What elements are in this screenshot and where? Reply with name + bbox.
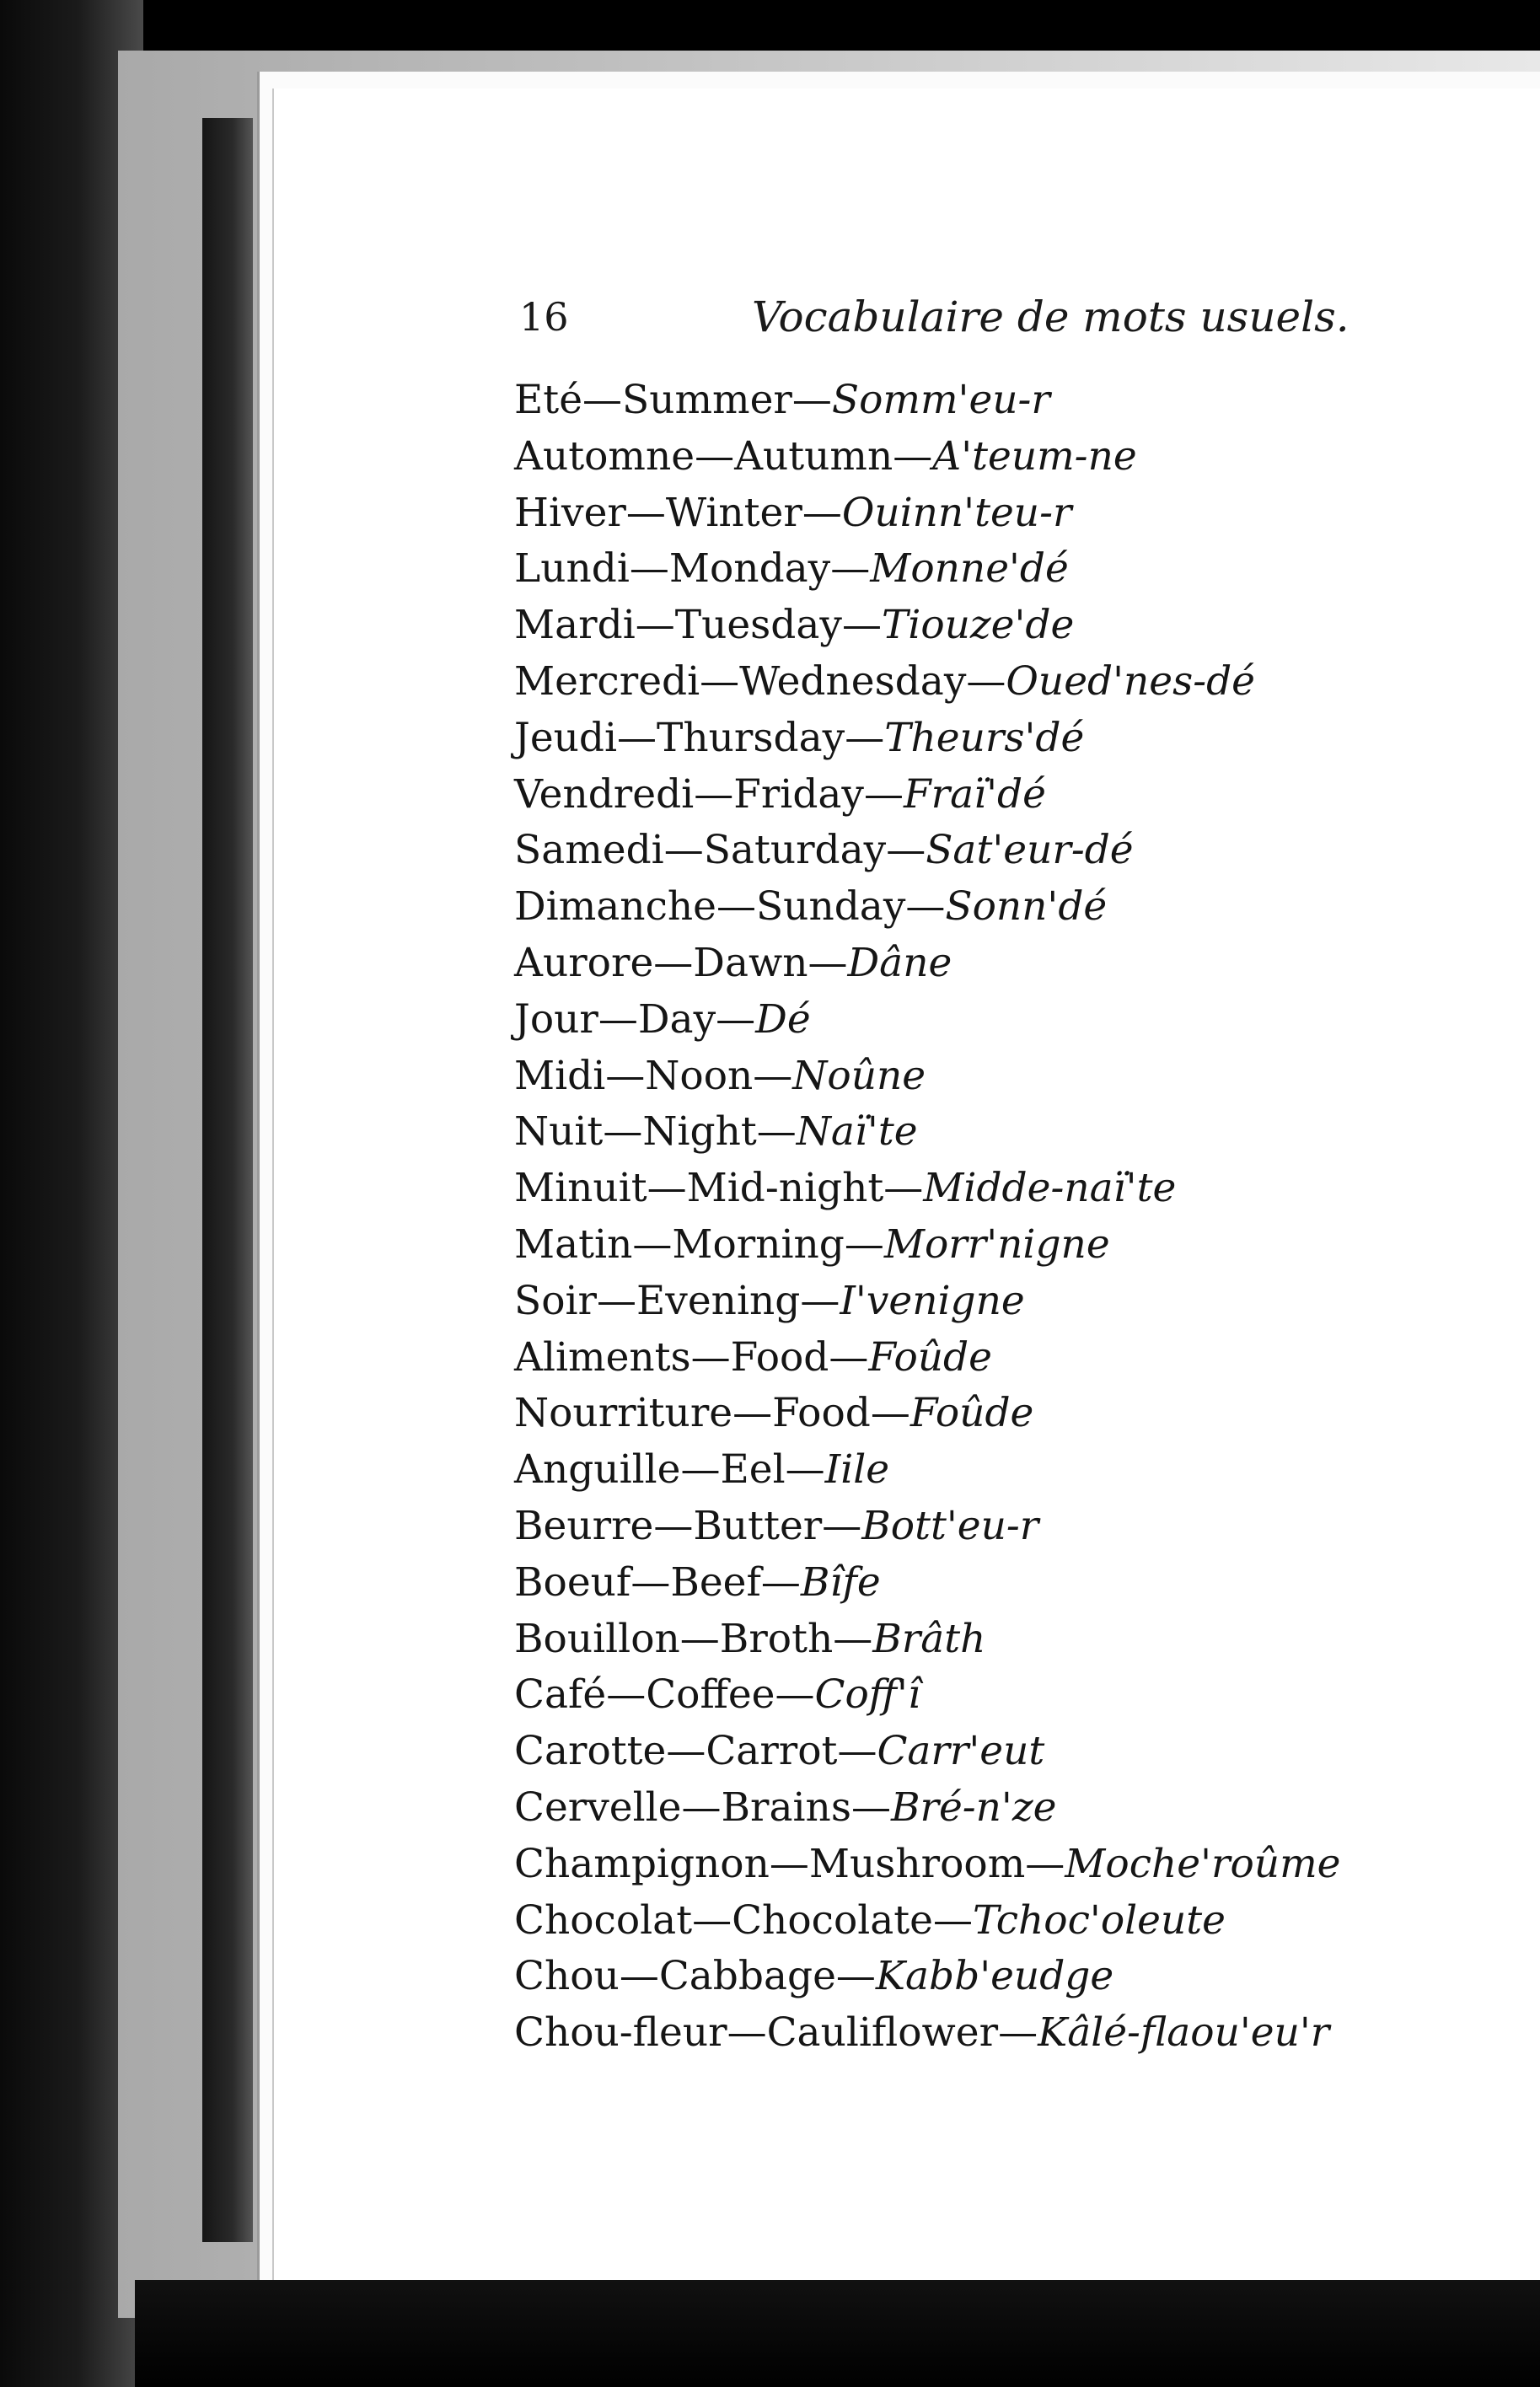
english-word: Food	[730, 1333, 829, 1381]
dash-separator: —	[933, 1896, 973, 1944]
french-word: Beurre	[514, 1502, 654, 1549]
pronunciation: Noûne	[792, 1052, 926, 1099]
vocab-entry	[514, 429, 1484, 485]
dash-separator: —	[632, 1220, 673, 1268]
dash-separator: —	[679, 1615, 720, 1662]
dash-separator: —	[597, 1277, 636, 1324]
pronunciation: Ouinn'teu-r	[841, 489, 1072, 536]
vocab-entry	[514, 823, 1484, 879]
pronunciation: I'venigne	[840, 1277, 1025, 1324]
english-word: Tuesday	[674, 602, 842, 649]
pronunciation: Dâne	[847, 939, 952, 986]
dash-separator: —	[666, 1728, 706, 1775]
french-word: Anguille	[514, 1446, 681, 1494]
pronunciation: Midde-naï'te	[923, 1165, 1177, 1212]
pronunciation: Naï'te	[796, 1108, 918, 1156]
pronunciation: Tchoc'oleute	[973, 1896, 1226, 1944]
english-word: Thursday	[657, 714, 845, 761]
vocab-entry	[514, 879, 1484, 936]
french-word: Aurore	[514, 939, 654, 986]
english-word: Beef	[670, 1558, 761, 1606]
dash-separator: —	[635, 602, 675, 649]
dash-separator: —	[598, 995, 638, 1043]
dash-separator: —	[791, 377, 832, 423]
pronunciation: Morr'nigne	[883, 1220, 1110, 1268]
dash-separator: —	[653, 939, 694, 986]
running-title: Vocabulaire de mots usuels.	[752, 292, 1350, 341]
dash-separator: —	[760, 1558, 801, 1606]
dash-separator: —	[835, 1953, 876, 2000]
english-word: Sunday	[755, 883, 906, 931]
french-word: Vendredi	[514, 770, 695, 818]
pronunciation: Kabb'eudge	[875, 1953, 1114, 2000]
pronunciation: A'teum-ne	[932, 432, 1137, 480]
french-word: Mardi	[514, 602, 636, 649]
dash-separator: —	[756, 1108, 797, 1156]
english-word: Friday	[733, 770, 864, 818]
dash-separator: —	[883, 1165, 924, 1212]
vocab-entry	[514, 485, 1484, 542]
vocab-entry	[514, 1330, 1484, 1387]
dash-separator: —	[863, 770, 904, 818]
pronunciation: Carr'eut	[877, 1728, 1045, 1775]
french-word: Carotte	[514, 1728, 667, 1775]
vocab-entry	[514, 1161, 1484, 1217]
english-word: Saturday	[703, 827, 887, 874]
pronunciation: Coff'î	[814, 1671, 920, 1719]
english-word: Noon	[645, 1052, 754, 1099]
bottom-shadow	[135, 2280, 1540, 2387]
vocab-entry	[514, 541, 1484, 598]
english-word: Summer	[622, 377, 792, 423]
english-word: Chocolate	[732, 1896, 933, 1944]
dash-separator: —	[690, 1333, 731, 1381]
english-word: Cabbage	[658, 1953, 836, 2000]
dash-separator: —	[694, 770, 734, 818]
french-word: Lundi	[514, 545, 630, 593]
dash-separator: —	[617, 714, 657, 761]
vocab-entry	[514, 2005, 1484, 2062]
dash-separator: —	[727, 2009, 767, 2057]
dash-separator: —	[830, 545, 871, 593]
vocab-entry	[514, 1386, 1484, 1442]
pronunciation: Theurs'dé	[884, 714, 1085, 761]
pronunciation: Bîfe	[800, 1558, 881, 1606]
pronunciation: Foûde	[910, 1390, 1034, 1437]
dash-separator: —	[837, 1728, 877, 1775]
pronunciation: Bott'eu-r	[861, 1502, 1039, 1549]
french-word: Matin	[514, 1220, 633, 1268]
pronunciation: Foûde	[868, 1333, 992, 1381]
french-word: Jour	[514, 995, 598, 1043]
binding-edge	[202, 118, 253, 2242]
dash-separator: —	[663, 827, 704, 874]
dash-separator: —	[905, 883, 946, 931]
french-word: Chou-fleur	[514, 2009, 727, 2057]
dash-separator: —	[844, 1220, 884, 1268]
dash-separator: —	[800, 1277, 840, 1324]
pronunciation: Bré-n'ze	[890, 1784, 1057, 1831]
french-word: Nourriture	[514, 1390, 733, 1437]
english-word: Autumn	[734, 432, 893, 480]
french-word: Samedi	[514, 827, 664, 874]
vocab-entry	[514, 1724, 1484, 1780]
vocab-entry	[514, 767, 1484, 823]
dash-separator: —	[769, 1840, 809, 1887]
french-word: Boeuf	[514, 1558, 631, 1606]
english-word: Coffee	[646, 1671, 775, 1719]
english-word: Butter	[693, 1502, 823, 1549]
dash-separator: —	[870, 1390, 910, 1437]
dash-separator: —	[808, 939, 848, 986]
french-word: Mercredi	[514, 657, 700, 705]
dash-separator: —	[886, 827, 926, 874]
pronunciation: Fraï'dé	[903, 770, 1046, 818]
vocab-entry	[514, 1217, 1484, 1274]
dash-separator: —	[822, 1502, 862, 1549]
dash-separator: —	[619, 1953, 659, 2000]
vocab-entry	[514, 1612, 1484, 1668]
vocab-entry	[514, 1837, 1484, 1893]
dash-separator: —	[606, 1671, 647, 1719]
english-word: Food	[772, 1390, 871, 1437]
english-word: Morning	[672, 1220, 845, 1268]
dash-separator: —	[716, 883, 756, 931]
french-word: Dimanche	[514, 883, 716, 931]
dash-separator: —	[775, 1671, 815, 1719]
vocab-entry	[514, 654, 1484, 711]
dash-separator: —	[681, 1784, 722, 1831]
dash-separator: —	[629, 545, 669, 593]
dash-separator: —	[582, 377, 623, 423]
vocabulary-list	[514, 373, 1484, 2062]
vocab-entry	[514, 936, 1484, 992]
english-word: Broth	[719, 1615, 834, 1662]
vocab-entry	[514, 1274, 1484, 1330]
french-word: Minuit	[514, 1165, 647, 1212]
french-word: Champignon	[514, 1840, 770, 1887]
dash-separator: —	[893, 432, 933, 480]
vocab-entry	[514, 598, 1484, 654]
vocab-entry	[514, 1667, 1484, 1724]
english-word: Night	[642, 1108, 757, 1156]
french-word: Automne	[514, 432, 695, 480]
english-word: Evening	[636, 1277, 801, 1324]
pronunciation: Dé	[755, 995, 811, 1043]
english-word: Eel	[720, 1446, 786, 1494]
pronunciation: Monne'dé	[870, 545, 1069, 593]
english-word: Winter	[665, 489, 802, 536]
french-word: Soir	[514, 1277, 597, 1324]
pronunciation: Moche'roûme	[1065, 1840, 1341, 1887]
french-word: Nuit	[514, 1108, 604, 1156]
dash-separator: —	[833, 1615, 873, 1662]
dash-separator: —	[802, 489, 842, 536]
french-word: Jeudi	[514, 714, 618, 761]
dash-separator: —	[998, 2009, 1038, 2057]
english-word: Cauliflower	[766, 2009, 999, 2057]
french-word: Chou	[514, 1953, 620, 2000]
vocab-entry	[514, 1893, 1484, 1950]
dash-separator: —	[829, 1333, 869, 1381]
vocab-entry	[514, 1949, 1484, 2005]
vocab-entry	[514, 373, 1484, 429]
dash-separator: —	[695, 432, 735, 480]
dash-separator: —	[647, 1165, 687, 1212]
vocab-entry	[514, 1499, 1484, 1555]
pronunciation: Iile	[824, 1446, 890, 1494]
pronunciation: Tiouze'de	[881, 602, 1075, 649]
vocab-entry	[514, 1442, 1484, 1499]
dash-separator: —	[630, 1558, 671, 1606]
page-header	[519, 283, 1446, 351]
english-word: Brains	[721, 1784, 851, 1831]
dash-separator: —	[732, 1390, 773, 1437]
pronunciation: Sonn'dé	[945, 883, 1108, 931]
french-word: Eté	[514, 377, 583, 423]
dash-separator: —	[653, 1502, 694, 1549]
dash-separator: —	[625, 489, 666, 536]
vocab-entry	[514, 1049, 1484, 1105]
dash-separator: —	[603, 1108, 643, 1156]
dash-separator: —	[700, 657, 740, 705]
dash-separator: —	[850, 1784, 891, 1831]
dash-separator: —	[785, 1446, 825, 1494]
dash-separator: —	[753, 1052, 793, 1099]
english-word: Day	[637, 995, 716, 1043]
dash-separator: —	[716, 995, 756, 1043]
french-word: Cervelle	[514, 1784, 682, 1831]
french-word: Bouillon	[514, 1615, 680, 1662]
dash-separator: —	[841, 602, 882, 649]
pronunciation: Somm'eu-r	[831, 377, 1050, 423]
pronunciation: Brâth	[872, 1615, 986, 1662]
french-word: Hiver	[514, 489, 626, 536]
french-word: Café	[514, 1671, 607, 1719]
dash-separator: —	[680, 1446, 721, 1494]
french-word: Aliments	[514, 1333, 691, 1381]
dash-separator: —	[845, 714, 885, 761]
french-word: Chocolat	[514, 1896, 693, 1944]
page-number: 16	[519, 294, 569, 340]
pronunciation: Kâlé-flaou'eu'r	[1038, 2009, 1330, 2057]
dash-separator: —	[966, 657, 1006, 705]
english-word: Wednesday	[739, 657, 967, 705]
pronunciation: Oued'nes-dé	[1006, 657, 1255, 705]
vocab-entry	[514, 1780, 1484, 1837]
vocab-entry	[514, 1555, 1484, 1612]
french-word: Midi	[514, 1052, 606, 1099]
vocab-entry	[514, 992, 1484, 1049]
dash-separator: —	[692, 1896, 732, 1944]
vocab-entry	[514, 711, 1484, 767]
english-word: Mid-night	[686, 1165, 884, 1212]
english-word: Carrot	[706, 1728, 838, 1775]
dash-separator: —	[605, 1052, 646, 1099]
english-word: Mushroom	[808, 1840, 1026, 1887]
english-word: Dawn	[693, 939, 808, 986]
pronunciation: Sat'eur-dé	[926, 827, 1134, 874]
dash-separator: —	[1025, 1840, 1065, 1887]
english-word: Monday	[668, 545, 831, 593]
vocab-entry	[514, 1104, 1484, 1161]
